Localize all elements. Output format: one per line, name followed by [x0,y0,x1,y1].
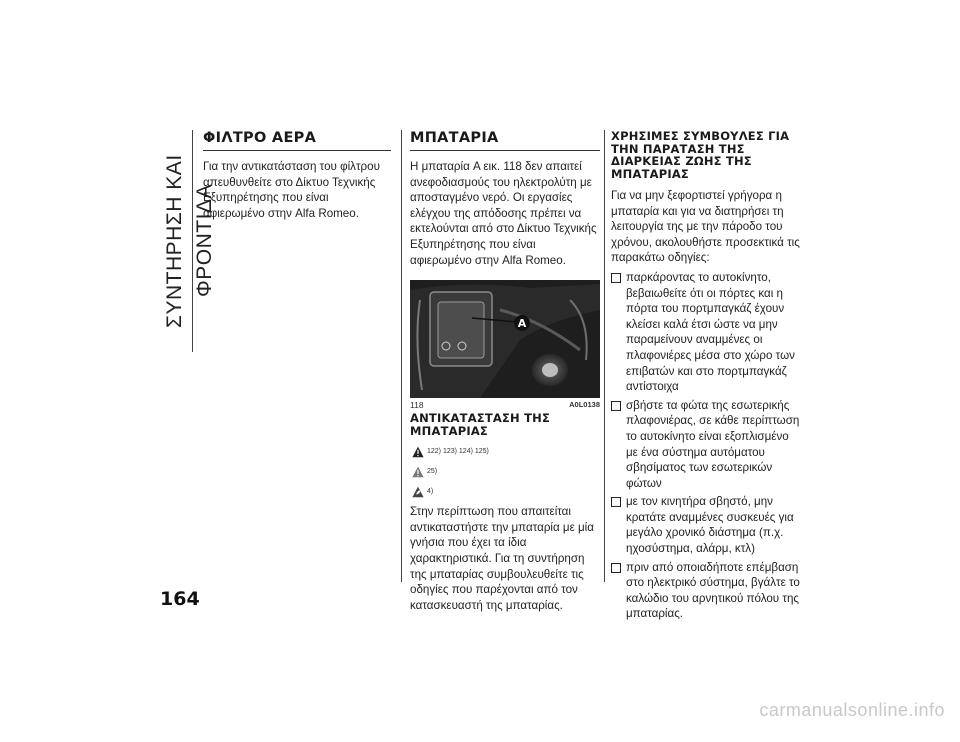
air-filter-heading: ΦΙΛΤΡΟ ΑΕΡΑ [203,130,391,151]
battery-tips-list [611,270,801,622]
air-filter-text: Για την αντικατάσταση του φίλτρου απευθυνθείτε στο Δίκτυο Τεχνικής Εξυπηρέτησης που είναι αφιερωμένο στην Alfa Romeo. [203,160,380,220]
battery-photo-illustration [410,280,600,398]
page-number: 164 [160,588,200,610]
battery-tips-heading: ΧΡΗΣΙΜΕΣ ΣΥΜΒΟΥΛΕΣ ΓΙΑ ΤΗΝ ΠΑΡΑΤΑΣΗ ΤΗΣ ΔΙΑΡΚΕΙΑΣ ΖΩΗΣ ΤΗΣ ΜΠΑΤΑΡΙΑΣ [611,129,790,181]
warning-reference-text: 122) 123) 124) 125) [427,448,489,456]
environment-reference-text: 4) [427,488,434,496]
figure-code: A0L0138 [569,400,600,410]
column-divider [401,130,402,582]
battery-photo [410,280,600,398]
caution-reference-text: 25) [427,468,438,476]
column-divider [604,130,605,582]
figure-callout-label: A [517,317,527,331]
list-item-text: σβήστε τα φώτα της εσωτερικής πλαφονιέρας, σε κάθε περίπτωση το αυτοκίνητο είναι εξοπλισμένο με ένα σύστημα αυτόματου σβησίματος των εσωτερικών φώτων [626,398,800,490]
caution-reference-row [410,463,600,480]
warning-reference-row [410,443,600,460]
checkbox-bullet-icon [611,401,621,411]
caution-icon [412,466,424,478]
battery-tips-intro: Για να μην ξεφορτιστεί γρήγορα η μπαταρία και για να διατηρήσει τη λειτουργία της με την πάροδο του χρόνου, ακολουθήστε προσεκτικά τις παρακάτω οδηγίες: [611,189,800,265]
warning-triangle-icon [412,446,424,458]
list-item-text: με τον κινητήρα σβηστό, μην κρατάτε αναμμένες συσκευές για μεγάλο χρονικό διάστημα (π.χ. ηχοσύστημα, αλάρμ, κτλ) [626,495,794,556]
checkbox-bullet-icon [611,497,621,507]
section-divider [192,130,193,352]
battery-tips-column [611,130,801,625]
battery-figure [410,280,600,412]
checkbox-bullet-icon [611,563,621,573]
list-item-text: πριν από οποιαδήποτε επέμβαση στο ηλεκτρικό σύστημα, βγάλτε το καλώδιο του αρνητικού πόλου της μπαταρίας. [626,560,800,621]
list-item [611,560,801,622]
air-filter-column [203,130,391,221]
battery-heading: ΜΠΑΤΑΡΙΑ [410,130,600,151]
environment-icon [412,486,424,498]
environment-reference-row [410,483,600,500]
battery-replacement-heading: ΑΝΤΙΚΑΤΑΣΤΑΣΗ ΤΗΣ ΜΠΑΤΑΡΙΑΣ [410,411,551,438]
list-item [611,398,801,492]
figure-number: 118 [410,400,424,411]
checkbox-bullet-icon [611,273,621,283]
list-item [611,270,801,395]
watermark: carmanualsonline.info [759,700,945,720]
list-item [611,494,801,556]
battery-replacement-text: Στην περίπτωση που απαιτείται αντικαταστήστε την μπαταρία με μία γνήσια που έχει τα ίδια χαρακτηριστικά. Για τη συντήρηση της μπαταρίας συμβουλευθείτε τις οδηγίες που παρέχονται από τον κατασκευαστή της μπαταρίας. [410,505,594,612]
list-item-text: παρκάροντας το αυτοκίνητο, βεβαιωθείτε ότι οι πόρτες και η πόρτα του πορτμπαγκάζ έχουν κλείσει καλά έτσι ώστε να μην παραμείνουν αναμμένες οι πλαφονιέρες μέσα στο χώρο των επιβατών και στο πορτμπαγκάζ αντίστοιχα [626,270,795,394]
section-title: ΣΥΝΤΗΡΗΣΗ ΚΑΙ ΦΡΟΝΤΙΔΑ [163,154,216,328]
battery-intro-text: Η μπαταρία A εικ. 118 δεν απαιτεί ανεφοδιασμούς του ηλεκτρολύτη με αποσταγμένο νερό. Οι εργασίες ελέγχου της απόδοσης πρέπει να εκτελούνται από στο Δίκτυο Τεχνικής Εξυπηρέτησης που είναι αφιερωμένο στην Alfa Romeo. [410,160,597,267]
battery-column [410,130,600,613]
